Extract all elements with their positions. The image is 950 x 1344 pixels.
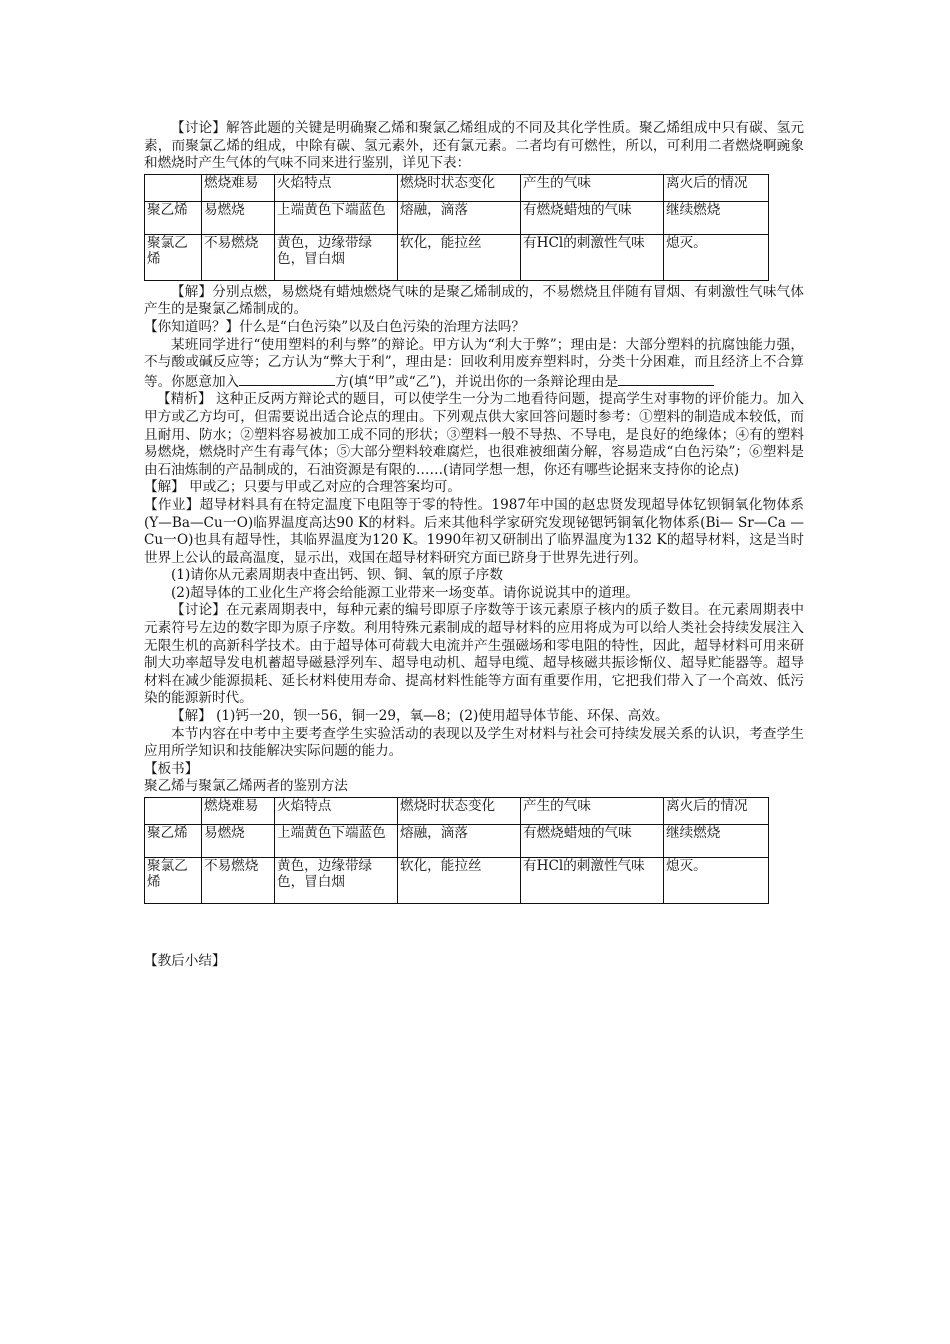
table-cell: 离火后的情况 xyxy=(664,174,769,201)
homework-paragraph: 【作业】超导材料具有在特定温度下电阻等于零的特性。1987年中国的赵忠贤发现超导体钇钡铜氧化物体系(Y—Ba—Cu一O)临界温度高达90 K的材料。后来其他科学家研究发现铋锶钙铜氧化物体系(Bi— Sr—Ca —Cu一O)也具有超导性，其临界温度为120 K。1990年初又研制出了临界温度为132 K的超导材料，这是当时世界上公认的最高温度，显示出，戏国在超导材料研究方面已跻身于世界先进行列。 xyxy=(144,496,804,566)
table-cell: 软化，能拉丝 xyxy=(398,858,521,904)
answer-paragraph-2: 【解】 甲或乙；只要与甲或乙对应的合理答案均可。 xyxy=(144,479,461,496)
table-cell: 聚氯乙烯 xyxy=(145,234,202,280)
table-cell: 燃烧难易 xyxy=(202,174,275,201)
answer-blank[interactable] xyxy=(618,372,714,386)
table-cell: 有HCl的刺激性气味 xyxy=(521,858,664,904)
identification-table-1 xyxy=(144,174,769,281)
table-cell: 聚乙烯 xyxy=(145,201,202,234)
table-row xyxy=(145,201,769,234)
table-cell: 燃烧难易 xyxy=(202,798,275,825)
table-row xyxy=(145,858,769,904)
table-cell: 熄灭。 xyxy=(664,234,769,280)
analysis-paragraph: 【精析】 这种正反两方辩论式的题目，可以使学生一分为二地看待问题，提高学生对事物的评价能力。加入甲方或乙方均可，但需要说出适合论点的理由。下列观点供大家回答问题时参考：①塑料的制造成本较低，而且耐用、防水；②塑料容易被加工成不同的形状；③塑料一般不导热、不导电，是良好的绝缘体；④有的塑料易燃烧，燃烧时产生有毒气体；⑤大部分塑料较难腐烂，也很难被细菌分解，容易造成“白色污染”；⑥塑料是由石油炼制的产品制成的，石油资源是有限的……(请同学想一想，你还有哪些论据来支持你的论点) xyxy=(144,391,804,478)
identification-table-2 xyxy=(144,797,769,904)
table-cell: 上端黄色下端蓝色 xyxy=(275,201,398,234)
answer-paragraph-3: 【解】 (1)钙一20，钡一56，铜一29，氧—8；(2)使用超导体节能、环保、高效。 xyxy=(171,708,669,725)
table-cell: 火焰特点 xyxy=(275,174,398,201)
table-row xyxy=(145,825,769,858)
discussion-paragraph-2: 【讨论】在元素周期表中，每种元素的编号即原子序数等于该元素原子核内的质子数目。在元素周期表中元素符号左边的数字即为原子序数。利用特殊元素制成的超导材料的应用将成为可以给人类社会持续发展注入无限生机的高新科学技术。由于超导体可荷载大电流并产生强磁场和零电阻的特性，因此，超导材料可用来研制大功率超导发电机蓄超导磁悬浮列车、超导电动机、超导电缆、超导核磁共振诊惭仪、超导贮能器等。超导材料在减少能源损耗、延长材料使用寿命、提高材料性能等方面有重要作用，它把我们带入了一个高效、低污染的能源新时代。 xyxy=(144,602,804,707)
table-cell: 产生的气味 xyxy=(521,174,664,201)
post-lesson-summary-heading: 【教后小结】 xyxy=(144,953,226,969)
table-cell: 易燃烧 xyxy=(202,825,275,858)
answer-blank[interactable] xyxy=(239,372,335,386)
table-row xyxy=(145,234,769,280)
table-cell: 熔融，滴落 xyxy=(398,201,521,234)
table-cell: 有燃烧蜡烛的气味 xyxy=(521,201,664,234)
debate-question-text-2: 方(填“甲”或“乙”)，并说出你的一条辩论理由是 xyxy=(335,373,619,390)
table-cell: 聚氯乙烯 xyxy=(145,858,202,904)
table-cell: 黄色，边缘带绿色，冒白烟 xyxy=(275,858,398,904)
table-cell: 熄灭。 xyxy=(664,858,769,904)
board-heading: 【板书】 xyxy=(144,760,199,777)
table-cell: 聚乙烯 xyxy=(145,825,202,858)
table-cell: 有燃烧蜡烛的气味 xyxy=(521,825,664,858)
table-header-row xyxy=(145,798,769,825)
homework-question-1: (1)请你从元素周期表中查出钙、钡、铜、氧的原子序数 xyxy=(171,567,503,584)
debate-question-text: 某班同学进行“使用塑料的利与弊”的辩论。甲方认为“利大于弊”；理由是：大部分塑料的抗腐蚀能力强，不与酸或碱反应等；乙方认为“弊大于利”，理由是：回收利用废弃塑料时，分类十分困难，而且经济上不合算等。你愿意加入 xyxy=(144,336,804,390)
discussion-paragraph-1: 【讨论】解答此题的关键是明确聚乙烯和聚氯乙烯组成的不同及其化学性质。聚乙烯组成中只有碳、氢元素，而聚氯乙烯的组成，中除有碳、氢元素外，还有氯元素。二者均有可燃性，所以，可利用二者燃烧啊豌象和燃烧时产生气体的气味不同来进行鉴别，详见下表： xyxy=(144,120,804,172)
table-cell: 黄色，边缘带绿色，冒白烟 xyxy=(275,234,398,280)
table-cell: 燃烧时状态变化 xyxy=(398,174,521,201)
table-cell: 上端黄色下端蓝色 xyxy=(275,825,398,858)
table-cell: 产生的气味 xyxy=(521,798,664,825)
debate-question-paragraph xyxy=(144,337,804,392)
table-cell: 继续燃烧 xyxy=(664,201,769,234)
table-cell xyxy=(145,174,202,201)
table-cell: 离火后的情况 xyxy=(664,798,769,825)
table-cell: 熔融，滴落 xyxy=(398,825,521,858)
table-cell xyxy=(145,798,202,825)
summary-paragraph: 本节内容在中考中主要考查学生实验活动的表现以及学生对材料与社会可持续发展关系的认识，考查学生应用所学知识和技能解决实际问题的能力。 xyxy=(144,725,804,760)
board-title: 聚乙烯与聚氯乙烯两者的鉴别方法 xyxy=(144,778,348,795)
document-page xyxy=(144,120,804,971)
homework-question-2: (2)超导体的工业化生产将会给能源工业带来一场变革。请你说说其中的道理。 xyxy=(171,584,639,601)
table-cell: 火焰特点 xyxy=(275,798,398,825)
table-cell: 不易燃烧 xyxy=(202,858,275,904)
table-cell: 继续燃烧 xyxy=(664,825,769,858)
table-cell: 软化，能拉丝 xyxy=(398,234,521,280)
table-cell: 不易燃烧 xyxy=(202,234,275,280)
spacer xyxy=(144,907,804,953)
answer-paragraph-1: 【解】分别点燃，易燃烧有蜡烛燃烧气味的是聚乙烯制成的，不易燃烧且伴随有冒烟、有刺激性气味气体产生的是聚氯乙烯制成的。 xyxy=(144,283,804,318)
did-you-know-paragraph: 【你知道吗？】什么是“白色污染”以及白色污染的治理方法吗？ xyxy=(144,318,525,335)
table-cell: 燃烧时状态变化 xyxy=(398,798,521,825)
table-header-row xyxy=(145,174,769,201)
table-cell: 易燃烧 xyxy=(202,201,275,234)
table-cell: 有HCl的刺激性气味 xyxy=(521,234,664,280)
